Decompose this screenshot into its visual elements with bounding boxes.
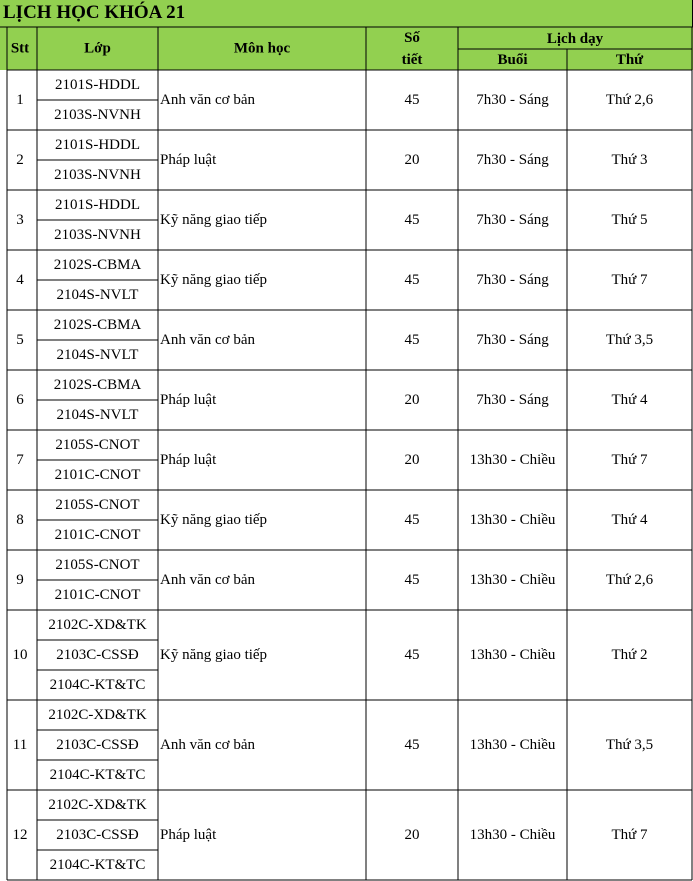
row-periods: 20 (404, 152, 420, 168)
row-stt: 2 (16, 152, 24, 168)
header-thu: Thứ (615, 52, 644, 68)
row-session: 13h30 - Chiều (469, 512, 556, 528)
row-day: Thứ 2 (611, 647, 648, 663)
row-subject: Pháp luật (160, 452, 217, 468)
row-subject: Kỹ năng giao tiếp (160, 212, 268, 228)
row-session: 7h30 - Sáng (476, 272, 549, 288)
row-stt: 6 (16, 392, 24, 408)
row-class: 2102C-XD&TK (48, 797, 147, 813)
row-class: 2101S-HDDL (55, 137, 140, 153)
row-stt: 3 (16, 212, 24, 228)
row-session: 13h30 - Chiều (469, 452, 556, 468)
row-subject: Pháp luật (160, 827, 217, 843)
row-session: 7h30 - Sáng (476, 212, 549, 228)
row-class: 2101C-CNOT (54, 587, 141, 603)
row-subject: Anh văn cơ bản (160, 92, 255, 108)
row-class: 2101S-HDDL (55, 197, 140, 213)
row-subject: Anh văn cơ bản (160, 332, 255, 348)
header-lop: Lớp (84, 40, 111, 57)
row-day: Thứ 2,6 (605, 572, 654, 588)
row-day: Thứ 7 (611, 827, 648, 843)
row-periods: 20 (404, 452, 420, 468)
row-session: 13h30 - Chiều (469, 827, 556, 843)
row-class: 2103S-NVNH (54, 107, 141, 123)
row-class: 2104S-NVLT (56, 407, 139, 423)
header-mon-hoc: Môn học (233, 40, 291, 57)
row-stt: 9 (16, 572, 24, 588)
row-class: 2103S-NVNH (54, 167, 141, 183)
row-subject: Anh văn cơ bản (160, 572, 255, 588)
row-periods: 45 (404, 212, 420, 228)
row-class: 2105S-CNOT (55, 437, 140, 453)
row-class: 2102S-CBMA (53, 377, 142, 393)
row-class: 2104C-KT&TC (49, 857, 146, 873)
row-class: 2104C-KT&TC (49, 677, 146, 693)
row-periods: 20 (404, 392, 420, 408)
row-day: Thứ 7 (611, 272, 648, 288)
row-class: 2103C-CSSĐ (56, 737, 139, 753)
row-subject: Pháp luật (160, 392, 217, 408)
row-subject: Kỹ năng giao tiếp (160, 272, 268, 288)
row-class: 2102S-CBMA (53, 317, 142, 333)
row-class: 2105S-CNOT (55, 557, 140, 573)
row-stt: 4 (16, 272, 24, 288)
row-day: Thứ 2,6 (605, 92, 654, 108)
row-class: 2103C-CSSĐ (56, 647, 139, 663)
row-stt: 11 (12, 737, 28, 753)
row-session: 7h30 - Sáng (476, 152, 549, 168)
row-periods: 45 (404, 737, 420, 753)
row-class: 2102S-CBMA (53, 257, 142, 273)
row-day: Thứ 7 (611, 452, 648, 468)
row-subject: Pháp luật (160, 152, 217, 168)
header-buoi: Buổi (497, 52, 528, 68)
row-periods: 45 (404, 572, 420, 588)
row-class: 2104S-NVLT (56, 347, 139, 363)
row-day: Thứ 4 (611, 392, 648, 408)
row-stt: 8 (16, 512, 24, 528)
row-subject: Kỹ năng giao tiếp (160, 512, 268, 528)
row-class: 2103S-NVNH (54, 227, 141, 243)
row-subject: Kỹ năng giao tiếp (160, 647, 268, 663)
row-session: 7h30 - Sáng (476, 92, 549, 108)
row-class: 2102C-XD&TK (48, 707, 147, 723)
row-class: 2104C-KT&TC (49, 767, 146, 783)
row-periods: 45 (404, 512, 420, 528)
row-stt: 12 (12, 827, 28, 843)
row-periods: 45 (404, 272, 420, 288)
header-stt: Stt (10, 40, 30, 57)
header-so-tiet-line2: tiết (401, 52, 423, 68)
row-periods: 45 (404, 647, 420, 663)
row-stt: 7 (16, 452, 24, 468)
row-subject: Anh văn cơ bản (160, 737, 255, 753)
row-day: Thứ 3,5 (605, 332, 654, 348)
row-class: 2105S-CNOT (55, 497, 140, 513)
header-so-tiet-line1: Số (404, 30, 420, 46)
row-stt: 5 (16, 332, 24, 348)
row-session: 7h30 - Sáng (476, 392, 549, 408)
row-class: 2102C-XD&TK (48, 617, 147, 633)
row-class: 2101S-HDDL (55, 77, 140, 93)
row-session: 13h30 - Chiều (469, 647, 556, 663)
row-class: 2104S-NVLT (56, 287, 139, 303)
row-class: 2101C-CNOT (54, 467, 141, 483)
row-session: 13h30 - Chiều (469, 737, 556, 753)
row-periods: 45 (404, 332, 420, 348)
row-session: 7h30 - Sáng (476, 332, 549, 348)
header-lich-day: Lịch dạy (546, 31, 604, 47)
row-class: 2101C-CNOT (54, 527, 141, 543)
row-stt: 10 (12, 647, 28, 663)
row-day: Thứ 3,5 (605, 737, 654, 753)
page-title: LỊCH HỌC KHÓA 21 (3, 2, 186, 23)
row-day: Thứ 3 (611, 152, 648, 168)
row-periods: 45 (404, 92, 420, 108)
row-periods: 20 (404, 827, 420, 843)
row-class: 2103C-CSSĐ (56, 827, 139, 843)
row-day: Thứ 4 (611, 512, 648, 528)
row-day: Thứ 5 (611, 212, 648, 228)
row-session: 13h30 - Chiều (469, 572, 556, 588)
row-stt: 1 (16, 92, 24, 108)
